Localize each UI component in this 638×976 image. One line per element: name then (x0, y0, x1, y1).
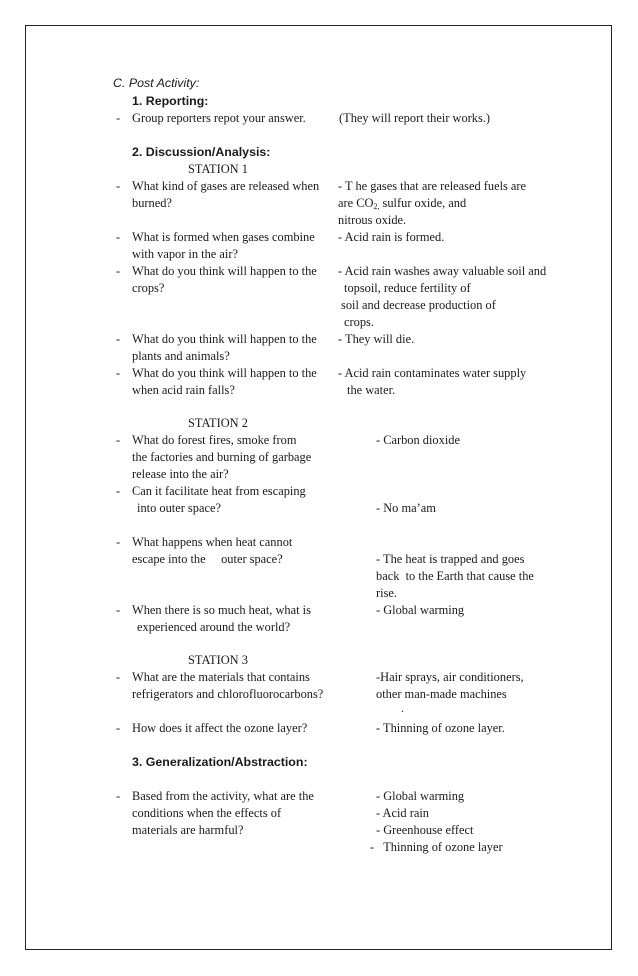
bullet-dash: - (116, 179, 121, 193)
station-2-answer-2: - No ma’am (376, 501, 436, 515)
station-1-answer-3: soil and decrease production of (341, 298, 496, 312)
bullet-dash: - (116, 433, 121, 447)
station-1-answer-1: are CO2, sulfur oxide, and (338, 196, 467, 211)
bullet-dash: - (116, 332, 121, 346)
bullet-dash: - (116, 264, 121, 278)
generalization-question: materials are harmful? (132, 823, 244, 837)
generalization-question: Based from the activity, what are the (132, 789, 314, 803)
station-1-answer-2: - Acid rain is formed. (338, 230, 445, 244)
station-3-answer-1: . (401, 701, 404, 715)
page-border (25, 25, 612, 950)
generalization-question: conditions when the effects of (132, 806, 282, 820)
station-2-question-1: the factories and burning of garbage (132, 450, 312, 464)
station-2-title: STATION 2 (188, 416, 248, 430)
station-1-question-1: What kind of gases are released when (132, 179, 320, 193)
station-1-answer-3: crops. (344, 315, 374, 329)
generalization-answer: - Greenhouse effect (376, 823, 474, 837)
station-2-question-2: Can it facilitate heat from escaping (132, 484, 306, 498)
station-1-title: STATION 1 (188, 162, 248, 176)
bullet-dash: - (116, 603, 121, 617)
station-3-question-2: How does it affect the ozone layer? (132, 721, 308, 735)
bullet-dash: - (116, 366, 121, 380)
station-1-question-4: plants and animals? (132, 349, 230, 363)
station-1-question-3: What do you think will happen to the (132, 264, 317, 278)
bullet-dash: - (116, 230, 121, 244)
station-3-question-1: refrigerators and chlorofluorocarbons? (132, 687, 324, 701)
station-3-answer-1: -Hair sprays, air conditioners, (376, 670, 524, 684)
station-2-question-4: experienced around the world? (137, 620, 291, 634)
station-2-answer-4: - Global warming (376, 603, 465, 617)
station-1-question-5: What do you think will happen to the (132, 366, 317, 380)
generalization-answer: - Acid rain (376, 806, 429, 820)
station-1-question-4: What do you think will happen to the (132, 332, 317, 346)
station-1-answer-3: - Acid rain washes away valuable soil and (338, 264, 547, 278)
station-3-title: STATION 3 (188, 653, 248, 667)
station-1-question-2: What is formed when gases combine (132, 230, 315, 244)
generalization-answer: - Global warming (376, 789, 465, 803)
station-1-question-2: with vapor in the air? (132, 247, 238, 261)
station-1-answer-5: the water. (347, 383, 396, 397)
reporting-heading: 1. Reporting: (132, 94, 209, 108)
station-2-question-1: What do forest fires, smoke from (132, 433, 297, 447)
generalization-heading: 3. Generalization/Abstraction: (132, 755, 308, 769)
station-3-answer-2: - Thinning of ozone layer. (376, 721, 505, 735)
station-2-answer-3: - The heat is trapped and goes (376, 552, 525, 566)
station-2-question-1: release into the air? (132, 467, 229, 481)
reporting-answer: (They will report their works.) (339, 111, 491, 125)
bullet-dash: - (116, 789, 121, 803)
station-1-question-3: crops? (132, 281, 165, 295)
station-2-question-2: into outer space? (137, 501, 221, 515)
station-2-question-4: When there is so much heat, what is (132, 603, 311, 617)
station-2-question-3: escape into the outer space? (132, 552, 283, 566)
station-3-question-1: What are the materials that contains (132, 670, 310, 684)
station-1-answer-3: topsoil, reduce fertility of (344, 281, 471, 295)
station-2-question-3: What happens when heat cannot (132, 535, 293, 549)
station-2-answer-3: rise. (376, 586, 397, 600)
station-1-answer-5: - Acid rain contaminates water supply (338, 366, 527, 380)
station-1-answer-1: nitrous oxide. (338, 213, 407, 227)
station-1-answer-4: - They will die. (338, 332, 415, 346)
bullet-dash: - (116, 111, 121, 125)
station-1-question-5: when acid rain falls? (132, 383, 235, 397)
bullet-dash: - (116, 484, 121, 498)
bullet-dash: - (116, 721, 121, 735)
discussion-heading: 2. Discussion/Analysis: (132, 145, 271, 159)
section-heading: C. Post Activity: (113, 76, 200, 90)
station-2-answer-3: back to the Earth that cause the (376, 569, 534, 583)
station-3-answer-1: other man-made machines (376, 687, 507, 701)
station-2-answer-1: - Carbon dioxide (376, 433, 460, 447)
bullet-dash: - (116, 670, 121, 684)
generalization-answer: - Thinning of ozone layer (370, 840, 503, 854)
station-1-answer-1: - T he gases that are released fuels are (338, 179, 527, 193)
bullet-dash: - (116, 535, 121, 549)
station-1-question-1: burned? (132, 196, 172, 210)
subscript: 2, (373, 202, 380, 211)
reporting-question: Group reporters repot your answer. (132, 111, 306, 125)
